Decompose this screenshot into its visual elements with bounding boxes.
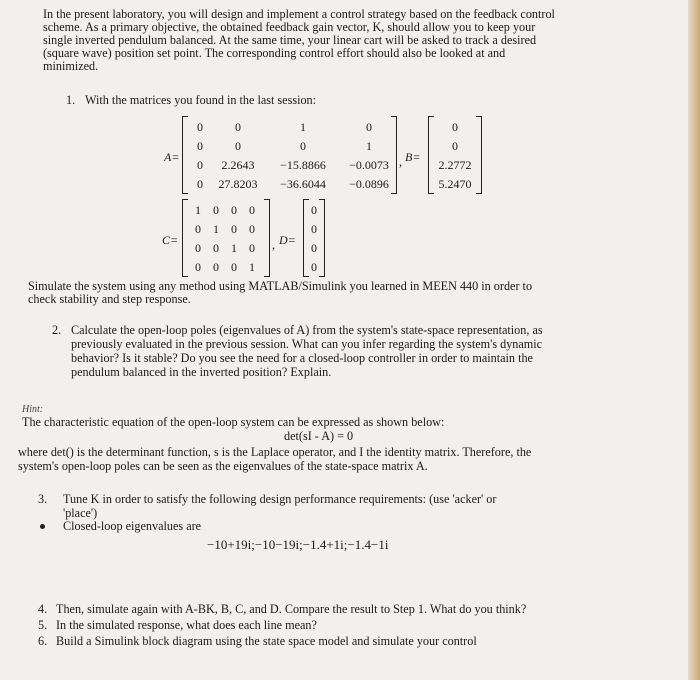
bullet-text: Closed-loop eigenvalues are	[63, 519, 202, 533]
item-1-text: With the matrices you found in the last session:	[85, 93, 317, 107]
item-1-number: 1.	[66, 93, 76, 107]
item-2-line-3: behavior? Is it stable? Do you see the need for a closed-loop controller in order to maintain the	[71, 351, 533, 365]
item-4-number: 4.	[38, 602, 48, 616]
matrix-c-cell: 1	[213, 222, 219, 236]
matrix-c-cell: 0	[231, 260, 237, 274]
matrix-a-cell: 0	[197, 139, 203, 153]
matrix-a-cell: 0	[197, 120, 203, 134]
matrix-a-cell: 1	[300, 120, 306, 134]
intro-line-1: In the present laboratory, you will design and implement a control strategy based on the feedback control	[43, 7, 555, 21]
intro-line-5: minimized.	[43, 59, 99, 73]
item-5-number: 5.	[38, 618, 48, 632]
matrix-c-cell: 1	[249, 260, 255, 274]
matrix-c-cell: 0	[195, 241, 201, 255]
matrix-a-cell: −0.0073	[349, 158, 389, 172]
matrix-a	[182, 116, 397, 194]
matrix-c	[182, 199, 270, 277]
item-2-line-1: Calculate the open-loop poles (eigenvalues of A) from the system's state-space representation, as	[71, 323, 543, 337]
hint-label: Hint:	[22, 404, 44, 415]
matrix-b-cell: 0	[452, 139, 458, 153]
matrix-c-cell: 0	[231, 203, 237, 217]
matrix-b-label: B=	[405, 150, 421, 164]
hint-line-1: The characteristic equation of the open-loop system can be expressed as shown below:	[22, 415, 445, 429]
hint-line-2: where det() is the determinant function, s is the Laplace operator, and I the identity matrix. Therefore, the	[18, 445, 532, 459]
matrix-c-cell: 0	[213, 260, 219, 274]
matrix-a-cell: 27.8203	[218, 177, 258, 191]
matrix-b	[428, 116, 482, 194]
item-5-text: In the simulated response, what does each line mean?	[56, 618, 317, 632]
matrix-c-cell: 1	[195, 203, 201, 217]
matrix-a-cell: −15.8866	[280, 158, 326, 172]
matrix-c-cell: 0	[213, 241, 219, 255]
item-2-number: 2.	[52, 323, 62, 337]
simulate-line-2: check stability and step response.	[28, 292, 191, 306]
matrix-b-cell: 2.2772	[438, 158, 472, 172]
matrix-c-cell: 0	[195, 222, 201, 236]
hint-equation: det(sI - A) = 0	[284, 429, 354, 443]
matrix-a-cell: 0	[235, 120, 241, 134]
item-6-number: 6.	[38, 634, 48, 648]
matrix-c-cell: 1	[231, 241, 237, 255]
matrix-d	[303, 199, 325, 277]
intro-line-3: single inverted pendulum balanced. At the same time, your linear cart will be asked to track a desired	[43, 33, 537, 47]
item-3-line-2: 'place')	[63, 506, 98, 520]
hint-line-3: system's open-loop poles can be seen as the eigenvalues of the state-space matrix A.	[18, 459, 428, 473]
matrix-c-cell: 0	[213, 203, 219, 217]
matrix-d-cell: 0	[311, 203, 317, 217]
matrix-c-cell: 0	[249, 222, 255, 236]
matrix-c-cell: 0	[249, 241, 255, 255]
matrix-a-cell: 0	[300, 139, 306, 153]
matrix-d-label: D=	[279, 233, 296, 247]
matrix-a-cell: 1	[366, 139, 372, 153]
item-3-line-1: Tune K in order to satisfy the following design performance requirements: (use 'acker' or	[63, 492, 497, 506]
matrix-c-cell: 0	[249, 203, 255, 217]
matrix-b-cell: 0	[452, 120, 458, 134]
matrix-d-cell: 0	[311, 222, 317, 236]
matrix-d-cell: 0	[311, 241, 317, 255]
matrix-b-cell: 5.2470	[438, 177, 472, 191]
bullet-icon	[40, 524, 45, 529]
item-4-text: Then, simulate again with A-BK, B, C, and D. Compare the result to Step 1. What do you think?	[56, 602, 527, 616]
matrix-c-cell: 0	[195, 260, 201, 274]
matrix-a-cell: 0	[197, 177, 203, 191]
matrix-c-cell: 0	[231, 222, 237, 236]
matrix-a-cell: −36.6044	[280, 177, 326, 191]
matrix-a-label: A=	[164, 150, 180, 164]
item-6-text: Build a Simulink block diagram using the state space model and simulate your control	[56, 634, 477, 648]
intro-line-4: (square wave) position set point. The corresponding control effort should also be looked at and	[43, 46, 506, 60]
item-2-line-2: previously evaluated in the previous session. What can you infer regarding the system's dynamic	[71, 337, 543, 351]
simulate-line-1: Simulate the system using any method using MATLAB/Simulink you learned in MEEN 440 in order to	[28, 279, 533, 293]
matrix-a-cell: 0	[197, 158, 203, 172]
matrix-separator: ,	[399, 155, 403, 169]
matrix-separator: ,	[272, 238, 276, 252]
intro-line-2: scheme. As a primary objective, the obtained feedback gain vector, K, should allow you to keep your	[43, 20, 536, 34]
matrix-a-cell: −0.0896	[349, 177, 389, 191]
matrix-c-label: C=	[162, 233, 179, 247]
item-2-line-4: pendulum balanced in the inverted position? Explain.	[71, 365, 332, 379]
matrix-a-cell: 2.2643	[221, 158, 255, 172]
matrix-a-cell: 0	[235, 139, 241, 153]
eigenvalues: −10+19i;−10−19i;−1.4+1i;−1.4−1i	[207, 537, 389, 552]
item-3-number: 3.	[38, 492, 48, 506]
matrix-d-cell: 0	[311, 260, 317, 274]
matrix-a-cell: 0	[366, 120, 372, 134]
